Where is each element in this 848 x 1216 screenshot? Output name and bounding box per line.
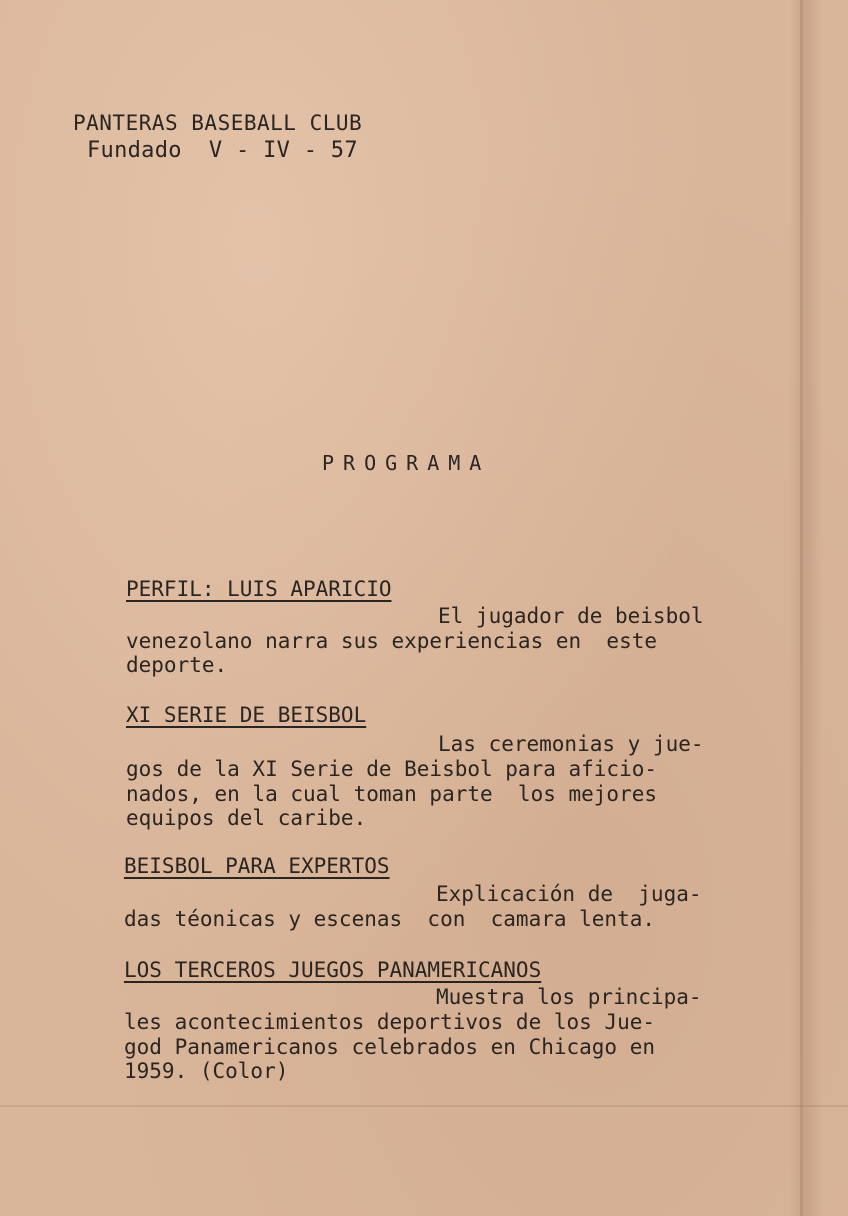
section-line: god Panamericanos celebrados en Chicago en bbox=[124, 1035, 656, 1059]
section-heading-perfil: PERFIL: LUIS APARICIO bbox=[126, 577, 392, 601]
section-line: 1959. (Color) bbox=[124, 1059, 289, 1083]
section-line: equipos del caribe. bbox=[126, 806, 367, 830]
founded-date: Fundado V - IV - 57 bbox=[87, 138, 358, 163]
section-line: deporte. bbox=[126, 653, 228, 677]
club-name: PANTERAS BASEBALL CLUB bbox=[73, 111, 363, 135]
section-line: venezolano narra sus experiencias en este bbox=[126, 629, 658, 653]
section-heading-panamericanos: LOS TERCEROS JUEGOS PANAMERICANOS bbox=[124, 958, 542, 982]
paper-fold-vertical bbox=[800, 0, 803, 1216]
section-line: les acontecimientos deportivos de los Jue- bbox=[124, 1010, 656, 1034]
section-line: Explicación de juga- bbox=[436, 882, 702, 906]
section-line: das téonicas y escenas con camara lenta. bbox=[124, 907, 656, 931]
page-title: PROGRAMA bbox=[322, 451, 491, 475]
section-heading-serie: XI SERIE DE BEISBOL bbox=[126, 703, 367, 727]
section-line: gos de la XI Serie de Beisbol para aficio- bbox=[126, 757, 658, 781]
paper-fold-horizontal bbox=[0, 1105, 848, 1107]
section-line: nados, en la cual toman parte los mejores bbox=[126, 782, 658, 806]
section-heading-expertos: BEISBOL PARA EXPERTOS bbox=[124, 854, 390, 878]
section-line: Muestra los principa- bbox=[436, 985, 702, 1009]
section-line: Las ceremonias y jue- bbox=[438, 732, 704, 756]
section-line: El jugador de beisbol bbox=[438, 604, 704, 628]
